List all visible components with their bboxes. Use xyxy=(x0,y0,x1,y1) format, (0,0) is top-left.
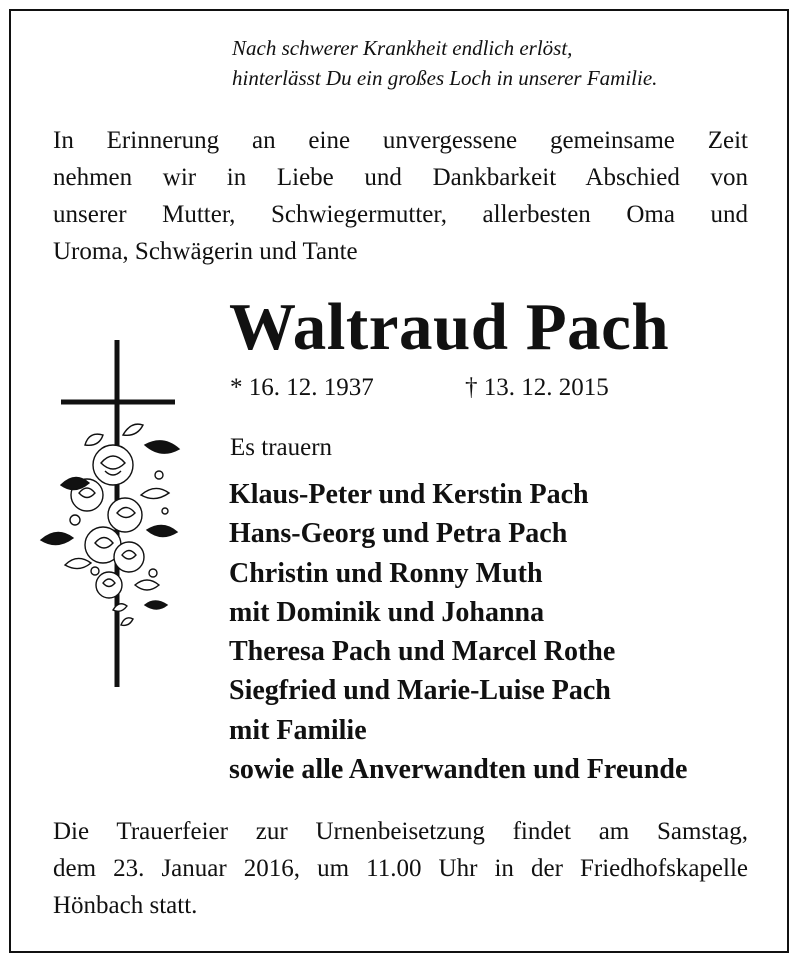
mourner-line: mit Dominik und Johanna xyxy=(229,596,545,628)
intro-line-3: unserer Mutter, Schwiegermutter, allerbesten Oma und xyxy=(53,201,748,228)
life-dates xyxy=(230,373,609,403)
mourner-line: Siegfried und Marie-Luise Pach xyxy=(229,675,611,707)
funeral-line-2: dem 23. Januar 2016, um 11.00 Uhr in der Friedhofskapelle xyxy=(53,855,748,882)
mourner-line: Christin und Ronny Muth xyxy=(229,557,543,589)
mourner-line: Klaus-Peter und Kerstin Pach xyxy=(229,479,589,510)
death-date: † 13. 12. 2015 xyxy=(465,374,609,401)
funeral-line-1: Die Trauerfeier zur Urnenbeisetzung findet am Samstag, xyxy=(53,818,748,845)
mourning-intro: Es trauern xyxy=(230,434,333,461)
mourner-line: Hans-Georg und Petra Pach xyxy=(229,518,568,550)
funeral-line-3: Hönbach statt. xyxy=(53,892,198,919)
mourner-line: sowie alle Anverwandten und Freunde xyxy=(229,754,688,786)
mourner-line: Theresa Pach und Marcel Rothe xyxy=(229,636,616,668)
intro-line-1: In Erinnerung an eine unvergessene gemeinsame Zeit xyxy=(53,127,748,154)
motto-line-2: hinterlässt Du ein großes Loch in unserer Familie. xyxy=(232,66,658,90)
intro-paragraph xyxy=(53,122,748,270)
deceased-name: Waltraud Pach xyxy=(229,290,670,364)
motto xyxy=(232,33,657,93)
intro-line-2: nehmen wir in Liebe und Dankbarkeit Abschied von xyxy=(53,164,748,191)
intro-line-4: Uroma, Schwägerin und Tante xyxy=(53,238,358,265)
mourners-list xyxy=(229,475,687,789)
birth-date: * 16. 12. 1937 xyxy=(230,374,374,401)
cross-with-roses-icon xyxy=(25,335,195,695)
funeral-info xyxy=(53,813,748,924)
mourner-line: mit Familie xyxy=(229,714,367,746)
motto-line-1: Nach schwerer Krankheit endlich erlöst, xyxy=(232,36,573,60)
